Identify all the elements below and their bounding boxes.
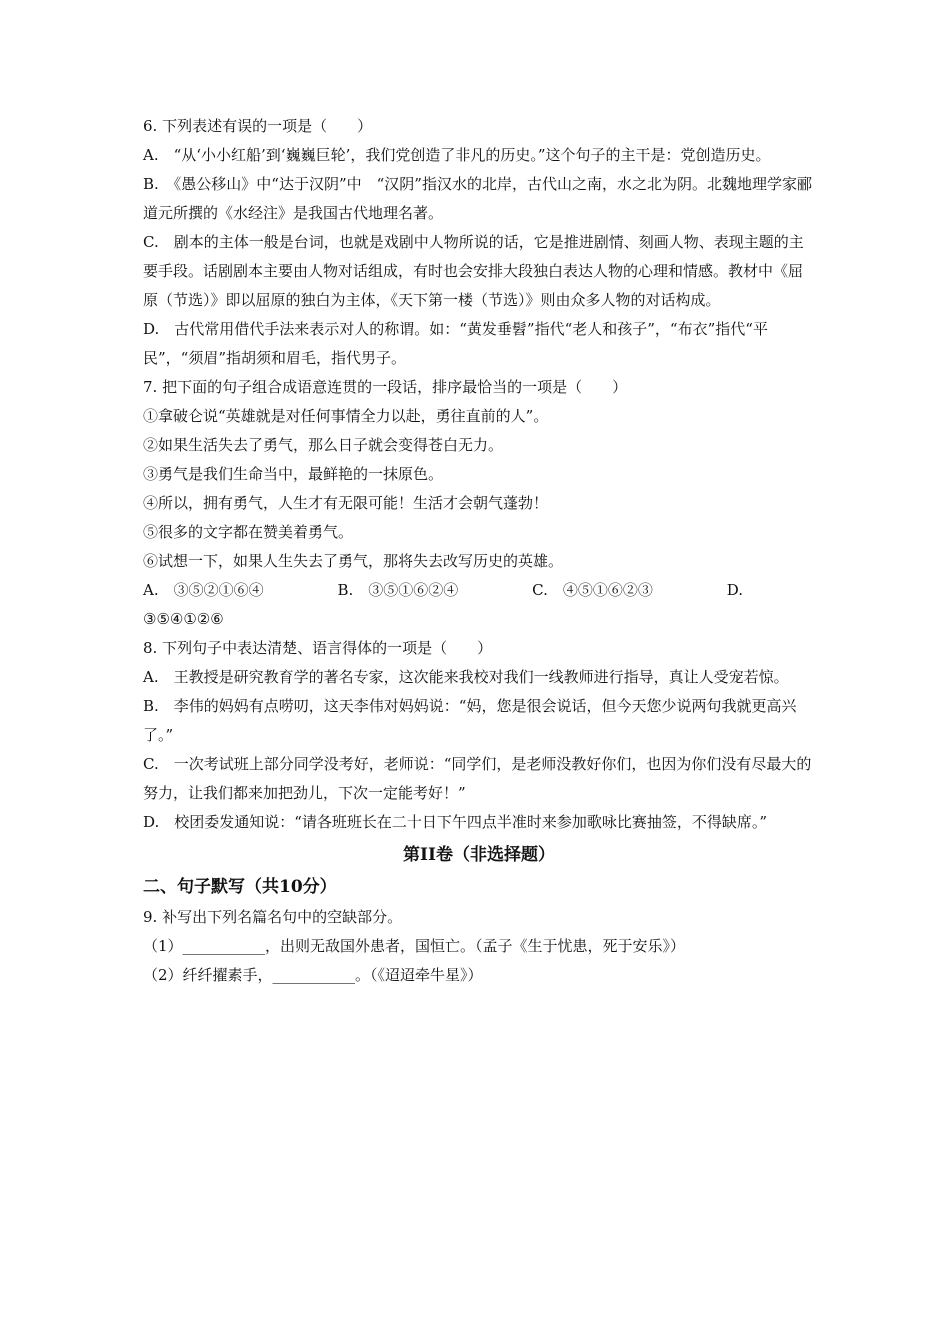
q8-option-b: B. 李伟的妈妈有点唠叨，这天李伟对妈妈说：“妈，您是很会说话，但今天您少说两句我就更高兴了。” [143, 697, 797, 744]
q6-option-a: A. “从‘小小红船’到‘巍巍巨轮’，我们党创造了非凡的历史。”这个句子的主干是：党创造历史。 [143, 146, 771, 164]
q7-sentence-4: ④所以，拥有勇气，人生才有无限可能！生活才会朝气蓬勃！ [143, 494, 549, 512]
q7-option-b: B. ③⑤①⑥②④ [337, 581, 459, 599]
q7-option-d-label: D. [726, 581, 743, 599]
q8-option-c: C. 一次考试班上部分同学没考好，老师说：“同学们，是老师没教好你们，也因为你们没有尽最大的努力，让我们都来加把劲儿，下次一定能考好！” [143, 755, 812, 802]
q7-stem: 7. 把下面的句子组合成语意连贯的一段话，排序最恰当的一项是（ ） [143, 378, 628, 396]
q9-item-1: （1）___________，出则无敌国外患者，国恒亡。（孟子《生于忧患，死于安乐》） [143, 937, 686, 955]
q7-sentence-2: ②如果生活失去了勇气，那么日子就会变得苍白无力。 [143, 436, 504, 454]
section-title: 二、句子默写（共10分） [143, 877, 337, 897]
q9-stem: 9. 补写出下列名篇名句中的空缺部分。 [143, 908, 403, 926]
document-page [143, 112, 815, 990]
q8-option-d: D. 校团委发通知说：“请各班班长在二十日下午四点半准时来参加歌咏比赛抽签，不得缺席。” [143, 813, 768, 831]
q7-option-a: A. ③⑤②①⑥④ [143, 581, 264, 599]
q7-options-row [143, 576, 743, 605]
q6-option-b: B. 《愚公移山》中“达于汉阴”中 “汉阴”指汉水的北岸，古代山之南，水之北为阴。北魏地理学家郦道元所撰的《水经注》是我国古代地理名著。 [143, 175, 812, 222]
part2-title: 第II卷（非选择题） [403, 845, 555, 865]
q7-sentence-3: ③勇气是我们生命当中，最鲜艳的一抹原色。 [143, 465, 444, 483]
q7-sentence-6: ⑥试想一下，如果人生失去了勇气，那将失去改写历史的英雄。 [143, 552, 564, 570]
q9-item-2: （2）纤纤擢素手，___________。（《迢迢牵牛星》） [143, 966, 483, 984]
q7-sentence-5: ⑤很多的文字都在赞美着勇气。 [143, 523, 354, 541]
q7-sentence-1: ①拿破仑说“英雄就是对任何事情全力以赴，勇往直前的人”。 [143, 407, 549, 425]
q6-option-d: D. 古代常用借代手法来表示对人的称谓。如：“黄发垂髫”指代“老人和孩子”，“布衣”指代“平民”，“须眉”指胡须和眉毛，指代男子。 [143, 320, 768, 367]
q6-stem: 6. 下列表述有误的一项是（ ） [143, 117, 373, 135]
q7-option-c: C. ④⑤①⑥②③ [532, 581, 653, 599]
q8-stem: 8. 下列句子中表达清楚、语言得体的一项是（ ） [143, 639, 493, 657]
q7-option-d-value: ③⑤④①②⑥ [143, 610, 224, 628]
q8-option-a: A. 王教授是研究教育学的著名专家，这次能来我校对我们一线教师进行指导，真让人受宠若惊。 [143, 668, 789, 686]
q6-option-c: C. 剧本的主体一般是台词，也就是戏剧中人物所说的话，它是推进剧情、刻画人物、表现主题的主要手段。话剧剧本主要由人物对话组成，有时也会安排大段独白表达人物的心理和情感。教材中《屈原（节选）》即以屈原的独白为主体，《天下第一楼（节选）》则由众多人物的对话构成。 [143, 233, 804, 309]
